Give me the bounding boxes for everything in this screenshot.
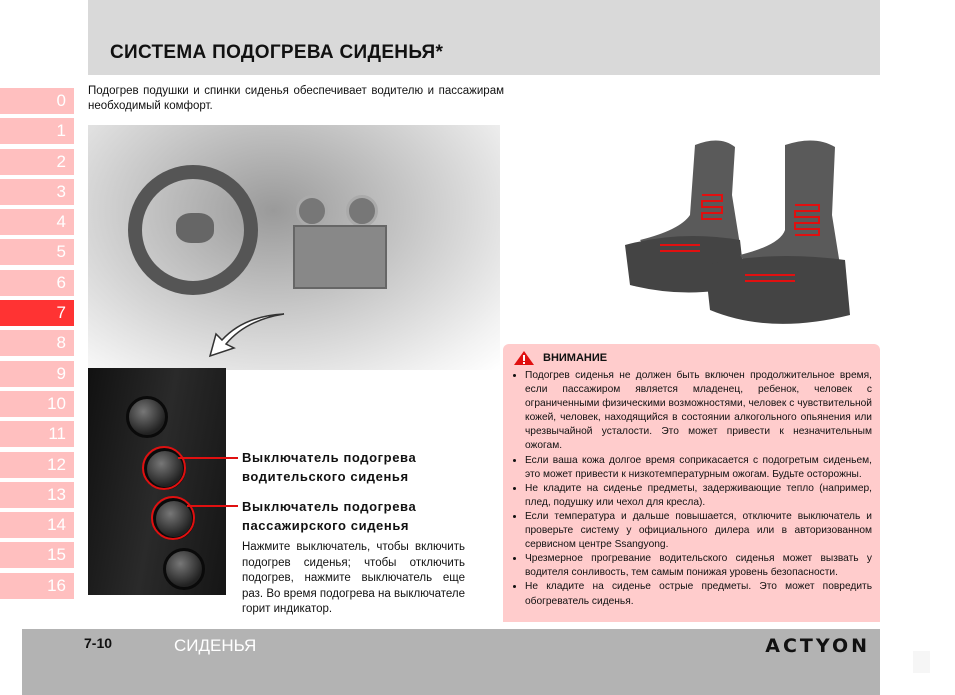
warning-item: • Не кладите на сиденье предметы, задерживающие тепло (например, плед, подушку или чехол для кресла). — [525, 482, 872, 510]
chapter-tab-7-active[interactable]: 7 — [0, 300, 74, 326]
intro-text: Подогрев подушки и спинки сиденья обеспечивает водителю и пассажирам необходимый комфорт. — [88, 85, 504, 112]
chapter-tab-3[interactable]: 3 — [0, 179, 74, 205]
chapter-tabs — [0, 88, 74, 603]
warning-box — [503, 344, 880, 622]
warning-title: ВНИМАНИЕ — [543, 352, 608, 364]
section-name: СИДЕНЬЯ — [174, 636, 257, 655]
air-vent-illustration — [296, 195, 328, 227]
chapter-tab-9[interactable]: 9 — [0, 361, 74, 387]
chapter-tab-12[interactable]: 12 — [0, 452, 74, 478]
switch-knob — [163, 548, 205, 590]
chapter-tab-14[interactable]: 14 — [0, 512, 74, 538]
chapter-tab-15[interactable]: 15 — [0, 542, 74, 568]
chapter-tab-0[interactable]: 0 — [0, 88, 74, 114]
dashboard-photo — [88, 125, 500, 370]
warning-item: • Чрезмерное прогревание водительского сиденья может вызвать у водителя сонливость, тем самым понижая уровень безопасности. — [525, 552, 872, 580]
chapter-tab-13[interactable]: 13 — [0, 482, 74, 508]
page-number: 7-10 — [84, 635, 113, 651]
chapter-tab-16[interactable]: 16 — [0, 573, 74, 599]
air-vent-illustration — [346, 195, 378, 227]
chapter-tab-2[interactable]: 2 — [0, 149, 74, 175]
heated-seats-illustration — [620, 135, 882, 335]
warning-item: • Если ваша кожа долгое время соприкасается с подогретым сиденьем, это может привести к низкотемпературным ожогам. Будьте осторожны. — [525, 454, 872, 482]
warning-triangle-icon — [513, 350, 535, 366]
warning-item: • Не кладите на сиденье острые предметы. Это может повредить обогреватель сиденья. — [525, 580, 872, 608]
driver-switch-highlight — [142, 446, 186, 490]
page-title: СИСТЕМА ПОДОГРЕВА СИДЕНЬЯ* — [110, 42, 444, 63]
chapter-tab-11[interactable]: 11 — [0, 421, 74, 447]
page-footer — [22, 629, 880, 695]
switch-knob — [126, 396, 168, 438]
warning-item: • Подогрев сиденья не должен быть включен продолжительное время, если пассажиром является младенец, ребенок, человек с ограниченными физическими возможностями, человек с чувствительной кожей, человек, находящийся в состоянии алкогольного опьянения или чрезвычайной усталости. Это может привести к незначительным ожогам. — [525, 369, 872, 454]
chapter-tab-1[interactable]: 1 — [0, 118, 74, 144]
heated-seats-photo — [620, 135, 882, 335]
steering-hub-illustration — [176, 213, 214, 243]
passenger-leader-line — [187, 505, 238, 507]
warning-item: • Если температура и дальше повышается, отключите выключатель и проверьте систему у официального дилера или в авторизованном сервисном центре Ssangyong. — [525, 510, 872, 552]
corner-mark — [913, 651, 930, 673]
driver-switch-label: Выключатель подогрева водительского сиденья — [242, 450, 417, 484]
chapter-tab-10[interactable]: 10 — [0, 391, 74, 417]
chapter-tab-4[interactable]: 4 — [0, 209, 74, 235]
passenger-switch-highlight — [151, 496, 195, 540]
driver-leader-line — [178, 457, 238, 459]
passenger-switch-label: Выключатель подогрева пассажирского сиденья — [242, 499, 417, 533]
chapter-tab-5[interactable]: 5 — [0, 239, 74, 265]
switch-description: Нажмите выключатель, чтобы включить подогрев сиденья; чтобы отключить подогрев, нажмите выключатель еще раз. Во время подогрева на выключателе горит индикатор. — [242, 541, 465, 615]
arrow-icon — [206, 310, 286, 360]
center-console-illustration — [293, 225, 387, 289]
chapter-tab-8[interactable]: 8 — [0, 330, 74, 356]
heater-switch-photo — [88, 368, 226, 595]
chapter-tab-6[interactable]: 6 — [0, 270, 74, 296]
brand-logo: ACTYON — [765, 635, 870, 657]
page-header — [88, 0, 880, 75]
